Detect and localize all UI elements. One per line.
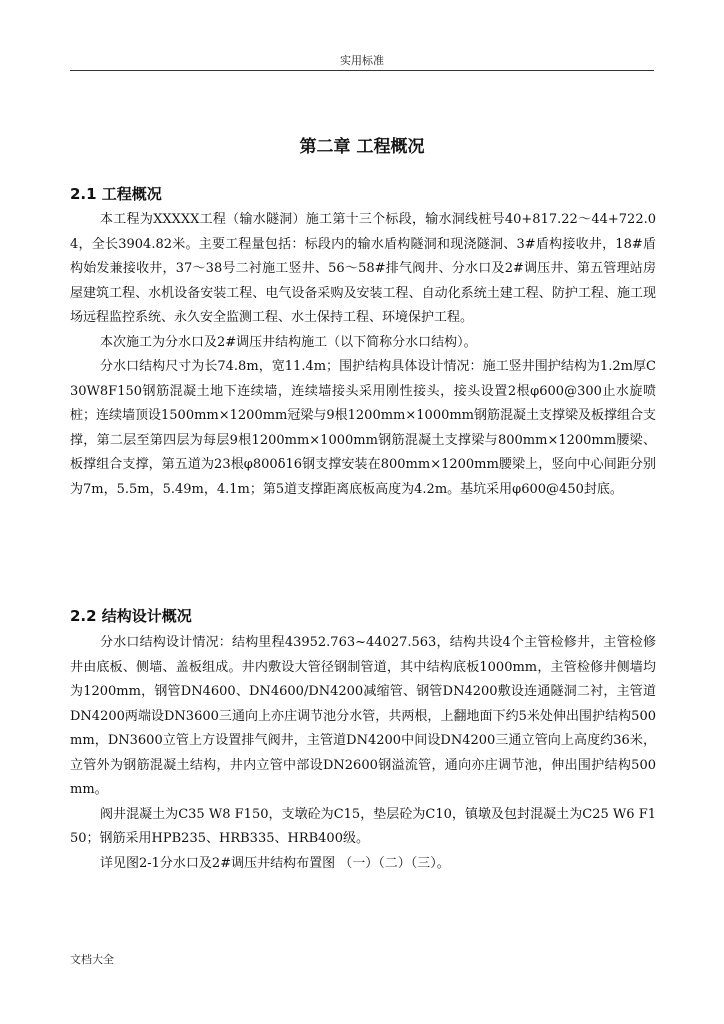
section-heading-2-1: 2.1 工程概况	[70, 185, 162, 203]
paragraph: 详见图2-1分水口及2#调压井结构布置图 （一）（二）（三）。	[100, 855, 450, 871]
chapter-title: 第二章 工程概况	[299, 137, 425, 157]
paragraph: 分水口结构设计情况：结构里程43952.763~44027.563，结构共设4个主管检修井，主管检修井由底板、侧墙、盖板组成。井内敷设大管径钢制管道，其中结构底板1000mm，主管检修井侧墙均为1200mm，钢管DN4600、DN4600/DN4200减缩管、钢管DN4200敷设连通隧洞二衬，主管道DN4200两端设DN3600三通向上亦庄调节池分水管，共两根，上翻地面下约5米处伸出围护结构500mm，DN3600立管上方设置排气阀井，主管道DN4200中间设DN4200三通立管向上高度约36米，立管外为钢筋混凝土结构，井内立管中部设DN2600钢溢流管，通向亦庄调节池，伸出围护结构500mm。	[70, 635, 656, 797]
page-footer: 文档大全	[70, 953, 114, 966]
page-header: 实用标准	[340, 54, 384, 67]
section-heading-2-2: 2.2 结构设计概况	[70, 607, 192, 625]
paragraph: 本次施工为分水口及2#调压井结构施工（以下简称分水口结构）。	[100, 334, 477, 350]
paragraph: 阀井混凝土为C35 W8 F150，支墩砼为C15，垫层砼为C10，镇墩及包封混凝土为C25 W6 F150；钢筋采用HPB235、HRB335、HRB400级。	[70, 806, 656, 846]
section-2-1-body	[70, 208, 656, 502]
section-2-2-body	[70, 631, 656, 876]
header-divider	[70, 70, 654, 71]
paragraph: 分水口结构尺寸为长74.8m，宽11.4m；围护结构具体设计情况：施工竖井围护结构为1.2m厚C30W8F150钢筋混凝土地下连续墙，连续墙接头采用刚性接头，接头设置2根φ600@300止水旋喷桩；连续墙顶设1500mm×1200mm冠梁与9根1200mm×1000mm钢筋混凝土支撑梁及板撑组合支撑，第二层至第四层为每层9根1200mm×1000mm钢筋混凝土支撑梁与800mm×1200mm腰梁、板撑组合支撑，第五道为23根φ800δ16钢支撑安装在800mm×1200mm腰梁上，竖向中心间距分别为7m，5.5m，5.49m，4.1m；第5道支撑距离底板高度为4.2m。基坑采用φ600@450封底。	[70, 359, 657, 497]
paragraph: 本工程为XXXXX工程（输水隧洞）施工第十三个标段，输水洞线桩号40+817.22～44+722.04，全长3904.82米。主要工程量包括：标段内的输水盾构隧洞和现浇隧洞、3#盾构接收井，18#盾构始发兼接收井，37～38号二衬施工竖井、56～58#排气阀井、分水口及2#调压井、第五管理站房屋建筑工程、水机设备安装工程、电气设备采购及安装工程、自动化系统土建工程、防护工程、施工现场远程监控系统、永久安全监测工程、水土保持工程、环境保护工程。	[70, 212, 656, 325]
